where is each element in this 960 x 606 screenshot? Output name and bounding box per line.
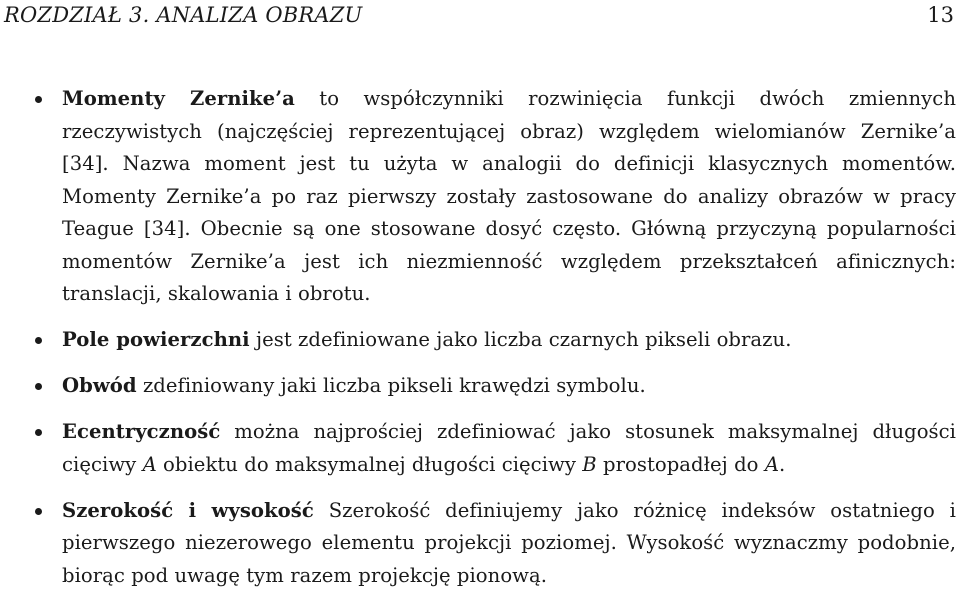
item-description: Szerokość definiujemy jako różnicę indeksów ostatniego i pierwszego niezerowego elementu projekcji poziomej. Wysokość wyznaczmy podobnie, biorąc pod uwagę tym razem projekcję pionową. bbox=[62, 498, 957, 587]
page-number: 13 bbox=[927, 3, 954, 27]
item-term: Pole powierzchni bbox=[62, 328, 250, 351]
item-description-cont: obiektu do maksymalnej długości cięciwy bbox=[163, 452, 576, 476]
item-description: zdefiniowany jaki liczba pikseli krawędzi symbolu. bbox=[142, 374, 646, 397]
item-description-cont: prostopadłej do bbox=[602, 452, 759, 476]
math-variable-b: B bbox=[582, 452, 597, 476]
item-term: Szerokość i wysokość bbox=[62, 498, 314, 522]
math-variable-a: A bbox=[764, 452, 780, 476]
list-item-zernike-moments bbox=[0, 83, 960, 311]
item-text bbox=[62, 83, 956, 311]
chapter-title: ROZDZIAŁ 3. ANALIZA OBRAZU bbox=[4, 3, 363, 27]
math-variable-a: A bbox=[142, 452, 157, 476]
list-item-eccentricity bbox=[0, 416, 960, 481]
bullet-icon bbox=[35, 508, 42, 515]
item-description: jest zdefiniowane jako liczba czarnych pikseli obrazu. bbox=[255, 328, 792, 351]
item-text bbox=[62, 495, 956, 593]
item-text bbox=[62, 324, 956, 357]
item-description: to współczynniki rozwinięcia funkcji dwóch zmiennych rzeczywistych (najczęściej reprezentującej obraz) względem wielomianów Zernike’a [34]. Nazwa moment jest tu użyta w analogii do definicji klasycznych momentów. Momenty Zernike’a po raz pierwszy zostały zastosowane do analizy obrazów w pracy Teague [34]. Obecnie są one stosowane dosyć często. Główną przyczyną popularności momentów Zernike’a jest ich niezmienność względem przekształceń afinicznych: translacji, skalowania i obrotu. bbox=[62, 87, 956, 305]
item-text bbox=[62, 416, 956, 481]
bullet-icon bbox=[35, 383, 42, 390]
bullet-icon bbox=[35, 337, 42, 344]
list-item-area bbox=[0, 324, 960, 357]
list-item-width-height bbox=[0, 495, 960, 593]
sentence-period: . bbox=[779, 452, 786, 476]
item-description: można najprościej zdefiniować jako stosunek maksymalnej długości cięciwy bbox=[62, 420, 956, 476]
bullet-icon bbox=[35, 429, 42, 436]
definition-list bbox=[0, 83, 960, 606]
item-text bbox=[62, 370, 956, 403]
item-term: Momenty Zernike’a bbox=[62, 87, 295, 110]
item-term: Ecentryczność bbox=[62, 420, 221, 443]
item-term: Obwód bbox=[62, 374, 137, 397]
bullet-icon bbox=[35, 96, 42, 103]
list-item-perimeter bbox=[0, 370, 960, 403]
running-head bbox=[4, 0, 954, 30]
